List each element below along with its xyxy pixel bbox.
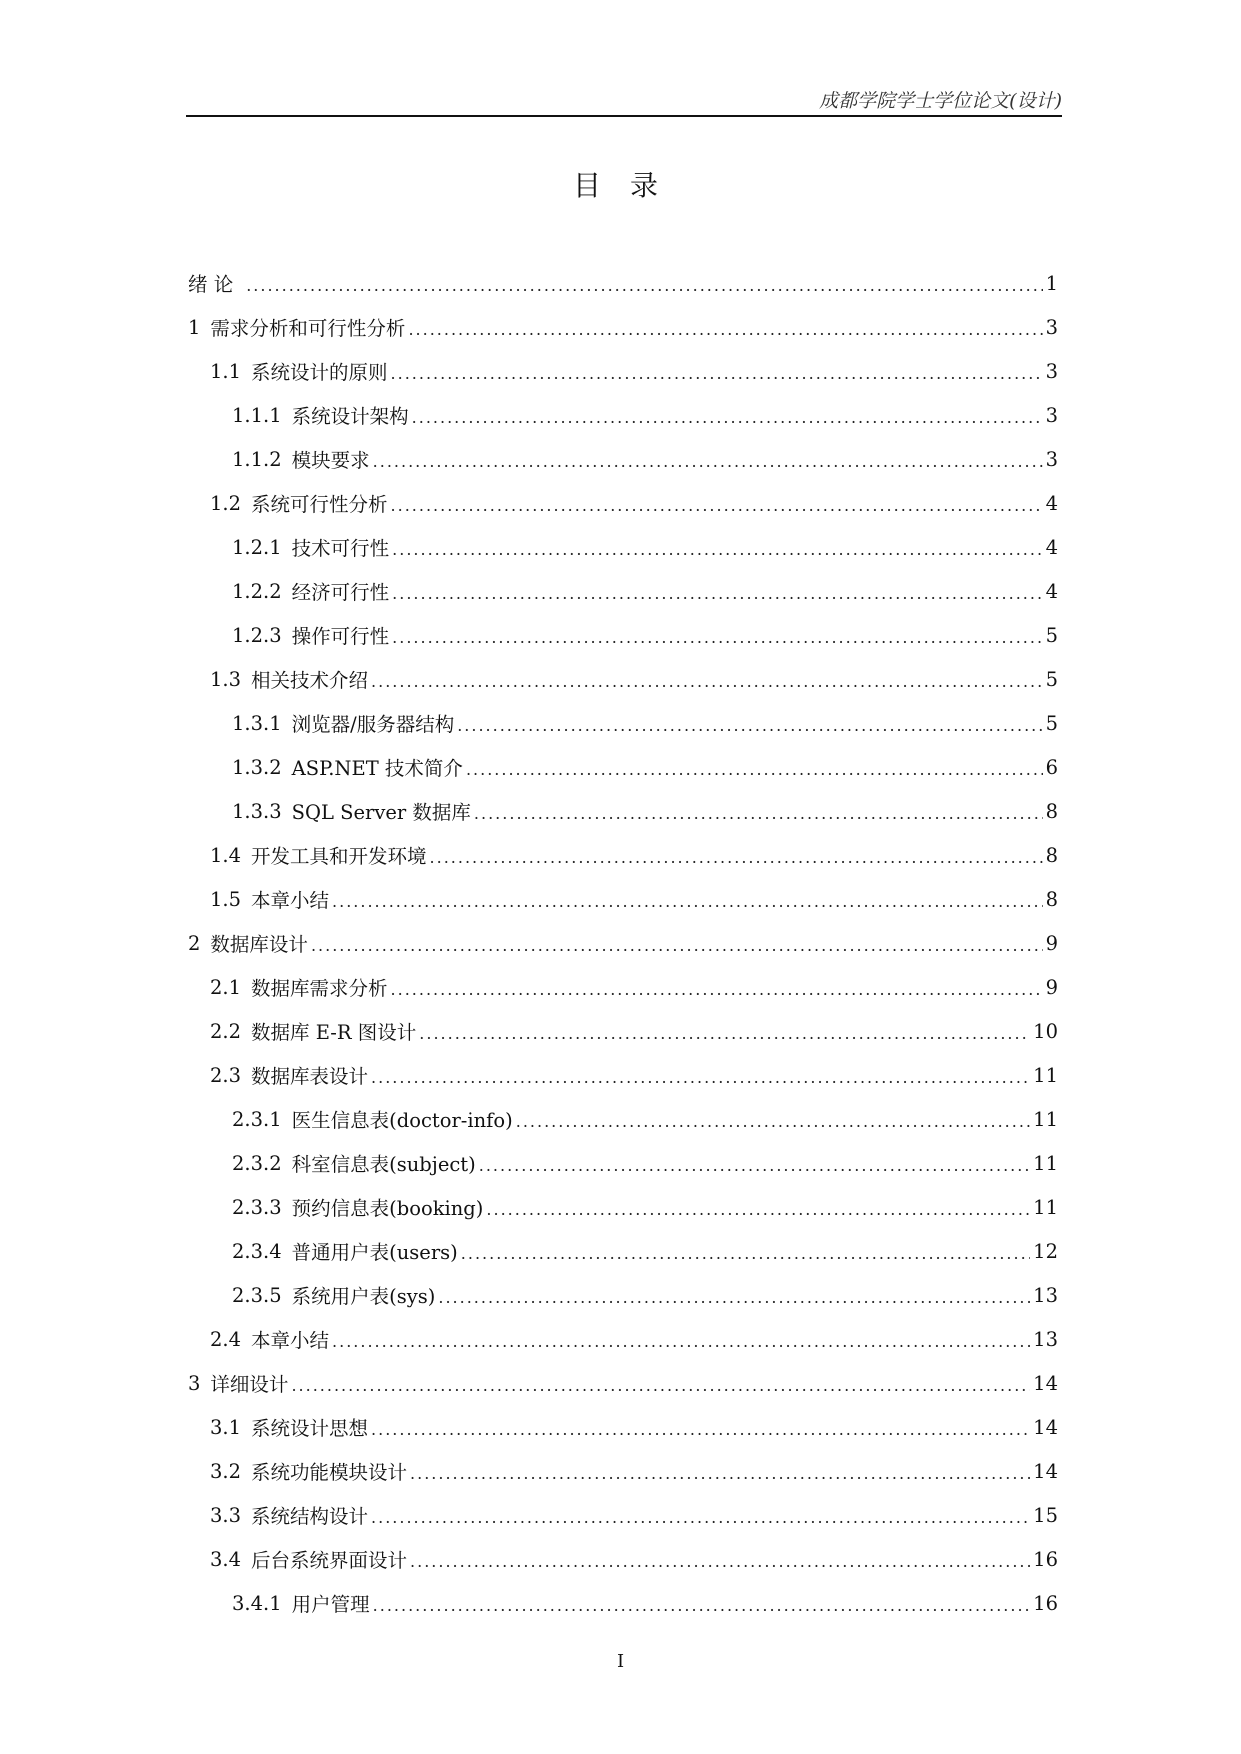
- toc-leader-dots: [373, 1596, 1031, 1615]
- toc-entry[interactable]: [0, 789, 1241, 833]
- toc-leader-dots: [408, 320, 1042, 339]
- toc-entry-page: 4: [1045, 579, 1058, 603]
- toc-entry-number: 2.1: [210, 975, 242, 999]
- toc-entry-number: 绪 论: [188, 273, 234, 296]
- toc-entry-label: 用户管理: [291, 1593, 370, 1616]
- toc-leader-dots: [410, 1464, 1030, 1483]
- toc-entry-number: 3.4.1: [232, 1591, 282, 1615]
- toc-entry-label: 浏览器/服务器结构: [291, 713, 455, 736]
- toc-entry[interactable]: [0, 1053, 1241, 1097]
- toc-entry-number: 1.3.3: [232, 799, 282, 823]
- toc-entry-label: 系统可行性分析: [251, 493, 388, 516]
- toc-entry-number: 1.3: [210, 667, 242, 691]
- toc-leader-dots: [392, 584, 1042, 603]
- toc-entry[interactable]: [0, 833, 1241, 877]
- toc-entry-number: 2.3.1: [232, 1107, 282, 1131]
- toc-entry-label: 技术可行性: [291, 537, 390, 560]
- toc-entry[interactable]: [0, 1009, 1241, 1053]
- toc-leader-dots: [373, 452, 1043, 471]
- toc-entry-label: 模块要求: [291, 449, 370, 472]
- toc-leader-dots: [466, 760, 1043, 779]
- toc-entry-number: 1.1.1: [232, 403, 282, 427]
- toc-entry-label: 后台系统界面设计: [251, 1549, 408, 1572]
- toc-leader-dots: [412, 408, 1043, 427]
- toc-entry[interactable]: [0, 877, 1241, 921]
- toc-entry-page: 6: [1045, 755, 1058, 779]
- toc-entry-label: 系统设计架构: [291, 405, 409, 428]
- toc-entry-number: 1.1.2: [232, 447, 282, 471]
- toc-entry-page: 11: [1033, 1195, 1058, 1219]
- toc-entry-number: 3.4: [210, 1547, 242, 1571]
- page-number: I: [616, 1651, 625, 1672]
- toc-entry-page: 9: [1045, 975, 1058, 999]
- toc-entry-number: 3.3: [210, 1503, 242, 1527]
- toc-entry[interactable]: [0, 745, 1241, 789]
- toc-entry-number: 1.4: [210, 843, 242, 867]
- toc-leader-dots: [410, 1552, 1030, 1571]
- toc-entry-number: 1.2.2: [232, 579, 282, 603]
- toc-entry-page: 9: [1045, 931, 1058, 955]
- toc-entry-page: 11: [1033, 1151, 1058, 1175]
- toc-leader-dots: [391, 496, 1043, 515]
- toc-entry-page: 5: [1045, 667, 1058, 691]
- toc-leader-dots: [392, 540, 1042, 559]
- toc-entry-page: 3: [1045, 359, 1058, 383]
- toc-entry-page: 8: [1045, 843, 1058, 867]
- toc-entry-page: 8: [1045, 799, 1058, 823]
- toc-entry-label: 普通用户表(users): [291, 1241, 458, 1264]
- toc-entry[interactable]: [0, 1449, 1241, 1493]
- toc-entry-page: 8: [1045, 887, 1058, 911]
- toc-entry-label: 本章小结: [251, 889, 330, 912]
- toc-leader-dots: [392, 628, 1042, 647]
- toc-entry-number: 2.4: [210, 1327, 242, 1351]
- toc-leader-dots: [291, 1376, 1030, 1395]
- toc-entry-number: 1.5: [210, 887, 242, 911]
- toc-entry-label: 数据库表设计: [251, 1065, 369, 1088]
- toc-entry-number: 1.2.3: [232, 623, 282, 647]
- toc-leader-dots: [486, 1200, 1030, 1219]
- toc-entry-page: 5: [1045, 623, 1058, 647]
- toc-entry-number: 1.1: [210, 359, 242, 383]
- toc-entry-label: 数据库 E-R 图设计: [251, 1021, 417, 1044]
- toc-entry-page: 13: [1033, 1283, 1058, 1307]
- toc-entry-page: 14: [1033, 1415, 1058, 1439]
- toc-entry-number: 2.2: [210, 1019, 242, 1043]
- toc-entry[interactable]: [0, 305, 1241, 349]
- toc-entry-number: 1.3.2: [232, 755, 282, 779]
- toc-leader-dots: [246, 276, 1042, 295]
- toc-entry[interactable]: [0, 261, 1241, 305]
- toc-entry-label: 需求分析和可行性分析: [210, 317, 406, 340]
- toc-entry-number: 2.3.2: [232, 1151, 282, 1175]
- toc-leader-dots: [391, 980, 1043, 999]
- toc-entry[interactable]: [0, 701, 1241, 745]
- toc-entry-label: 本章小结: [251, 1329, 330, 1352]
- toc-entry-number: 2.3: [210, 1063, 242, 1087]
- toc-entry-page: 5: [1045, 711, 1058, 735]
- toc-entry[interactable]: [0, 525, 1241, 569]
- toc-entry[interactable]: [0, 1537, 1241, 1581]
- toc-leader-dots: [332, 1332, 1030, 1351]
- toc-leader-dots: [438, 1288, 1030, 1307]
- toc-entry-page: 4: [1045, 491, 1058, 515]
- toc-entry-label: ASP.NET 技术简介: [291, 757, 463, 780]
- toc-entry-label: 相关技术介绍: [251, 669, 369, 692]
- toc-leader-dots: [479, 1156, 1030, 1175]
- toc-entry[interactable]: [0, 481, 1241, 525]
- toc-entry-number: 3.2: [210, 1459, 242, 1483]
- toc-entry-label: 系统设计思想: [251, 1417, 369, 1440]
- toc-entry[interactable]: [0, 1493, 1241, 1537]
- toc-entry-number: 1.2: [210, 491, 242, 515]
- toc-leader-dots: [430, 848, 1043, 867]
- toc-entry-label: 科室信息表(subject): [291, 1153, 476, 1176]
- toc-entry[interactable]: [0, 349, 1241, 393]
- toc-entry-page: 3: [1045, 315, 1058, 339]
- toc-entry-number: 3: [188, 1371, 201, 1395]
- toc-leader-dots: [474, 804, 1043, 823]
- toc-entry[interactable]: [0, 569, 1241, 613]
- toc-entry[interactable]: [0, 613, 1241, 657]
- toc-entry[interactable]: [0, 393, 1241, 437]
- toc-entry-number: 3.1: [210, 1415, 242, 1439]
- toc-entry-label: 数据库需求分析: [251, 977, 388, 1000]
- toc-entry[interactable]: [0, 1405, 1241, 1449]
- toc-entry[interactable]: [0, 1185, 1241, 1229]
- toc-entry[interactable]: [0, 965, 1241, 1009]
- toc-entry-number: 2.3.3: [232, 1195, 282, 1219]
- toc-entry[interactable]: [0, 1141, 1241, 1185]
- toc-title: 目 录: [573, 169, 668, 202]
- toc-leader-dots: [457, 716, 1042, 735]
- toc-entry-label: 详细设计: [210, 1373, 289, 1396]
- toc-entry-label: 操作可行性: [291, 625, 390, 648]
- toc-entry-page: 11: [1033, 1107, 1058, 1131]
- toc-entry-page: 12: [1033, 1239, 1058, 1263]
- toc-entry-page: 11: [1033, 1063, 1058, 1087]
- toc-entry-label: 医生信息表(doctor-info): [291, 1109, 513, 1132]
- toc-entry-label: 系统设计的原则: [251, 361, 388, 384]
- toc-entry-page: 3: [1045, 403, 1058, 427]
- toc-entry[interactable]: [0, 1229, 1241, 1273]
- toc-entry-number: 2.3.5: [232, 1283, 282, 1307]
- toc-leader-dots: [371, 1508, 1030, 1527]
- toc-entry[interactable]: [0, 921, 1241, 965]
- toc-entry[interactable]: [0, 1361, 1241, 1405]
- toc-entry-page: 15: [1033, 1503, 1058, 1527]
- toc-entry-page: 13: [1033, 1327, 1058, 1351]
- toc-entry[interactable]: [0, 1581, 1241, 1625]
- toc-entry[interactable]: [0, 657, 1241, 701]
- toc-entry-label: 数据库设计: [210, 933, 308, 956]
- toc-leader-dots: [311, 936, 1043, 955]
- toc-entry-label: SQL Server 数据库: [291, 801, 471, 824]
- toc-leader-dots: [391, 364, 1043, 383]
- toc-entry-page: 16: [1033, 1591, 1058, 1615]
- toc-entry-number: 1.3.1: [232, 711, 282, 735]
- toc-entry-label: 系统功能模块设计: [251, 1461, 408, 1484]
- toc-leader-dots: [371, 672, 1043, 691]
- toc-entry-page: 3: [1045, 447, 1058, 471]
- toc-entry-label: 系统用户表(sys): [291, 1285, 436, 1308]
- toc-leader-dots: [516, 1112, 1030, 1131]
- toc-entry-number: 1.2.1: [232, 535, 282, 559]
- toc-entry-page: 14: [1033, 1459, 1058, 1483]
- toc-entry[interactable]: [0, 1273, 1241, 1317]
- toc-entry-label: 开发工具和开发环境: [251, 845, 427, 868]
- toc-leader-dots: [371, 1420, 1030, 1439]
- toc-entry-page: 14: [1033, 1371, 1058, 1395]
- toc-entry-page: 10: [1033, 1019, 1058, 1043]
- toc-entry-page: 1: [1045, 271, 1058, 295]
- toc-entry-label: 经济可行性: [291, 581, 390, 604]
- toc-entry-label: 系统结构设计: [251, 1505, 369, 1528]
- toc-leader-dots: [419, 1024, 1030, 1043]
- running-header-title: 成都学院学士学位论文(设计): [819, 90, 1062, 112]
- toc-leader-dots: [332, 892, 1043, 911]
- toc-leader-dots: [461, 1244, 1030, 1263]
- toc-leader-dots: [371, 1068, 1030, 1087]
- toc-entry-label: 预约信息表(booking): [291, 1197, 484, 1220]
- toc-entry-page: 16: [1033, 1547, 1058, 1571]
- toc-entry-number: 2: [188, 931, 201, 955]
- toc-entry-number: 2.3.4: [232, 1239, 282, 1263]
- toc-entry[interactable]: [0, 437, 1241, 481]
- toc-entry[interactable]: [0, 1317, 1241, 1361]
- toc-entry-page: 4: [1045, 535, 1058, 559]
- toc-entry-number: 1: [188, 315, 201, 339]
- toc-entry[interactable]: [0, 1097, 1241, 1141]
- toc-list: [0, 261, 1241, 1625]
- header-rule: [186, 115, 1062, 117]
